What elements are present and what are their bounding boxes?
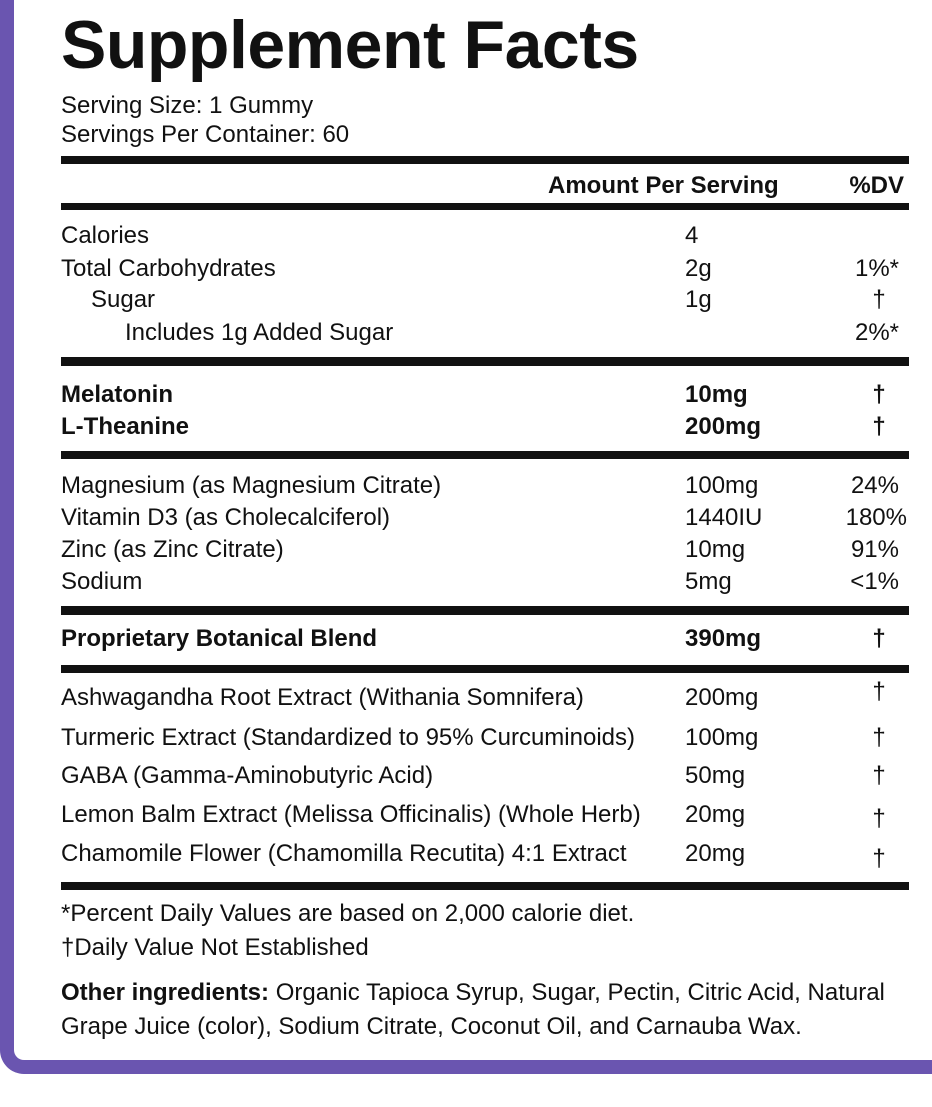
ingredient-amount: 50mg	[685, 762, 746, 789]
botanical-row	[61, 761, 909, 791]
divider-thick	[61, 882, 909, 890]
mineral-row	[61, 471, 909, 501]
blend-dv: †	[872, 625, 886, 652]
nutrient-name: Includes 1g Added Sugar	[125, 319, 394, 346]
divider-thick	[61, 665, 909, 673]
ingredient-dv: †	[872, 724, 886, 751]
ingredient-dv: †	[872, 678, 886, 705]
active-ingredient-row	[61, 380, 909, 410]
ingredient-name: Zinc (as Zinc Citrate)	[61, 536, 284, 563]
divider-thick	[61, 606, 909, 615]
ingredient-name: Ashwagandha Root Extract (Withania Somnifera)	[61, 684, 584, 711]
ingredient-dv: †	[872, 381, 886, 408]
blend-amount: 390mg	[685, 625, 762, 652]
active-ingredient-row	[61, 412, 909, 442]
ingredient-amount: 5mg	[685, 568, 732, 595]
amount-per-serving-header: Amount Per Serving	[548, 172, 779, 199]
ingredient-amount: 20mg	[685, 840, 746, 867]
nutrient-row	[61, 285, 909, 315]
nutrient-amount: 2g	[685, 255, 712, 282]
serving-size: Serving Size: 1 Gummy	[61, 92, 314, 119]
ingredient-name: Sodium	[61, 568, 143, 595]
blend-name: Proprietary Botanical Blend	[61, 625, 378, 652]
servings-per-container: Servings Per Container: 60	[61, 121, 350, 148]
blend-row	[61, 624, 909, 654]
nutrient-amount: 4	[685, 222, 699, 249]
ingredient-amount: 1440IU	[685, 504, 763, 531]
nutrient-dv: 2%*	[854, 319, 899, 346]
nutrient-name: Sugar	[91, 286, 156, 313]
ingredient-name: Turmeric Extract (Standardized to 95% Curcuminoids)	[61, 724, 635, 751]
footnote-not-established: †Daily Value Not Established	[61, 934, 369, 961]
divider-thick	[61, 451, 909, 459]
ingredient-amount: 200mg	[685, 684, 759, 711]
other-ingredients	[61, 976, 909, 1044]
ingredient-amount: 20mg	[685, 801, 746, 828]
ingredient-name: Lemon Balm Extract (Melissa Officinalis) (Whole Herb)	[61, 801, 641, 828]
nutrient-dv: 1%*	[854, 255, 899, 282]
nutrient-row	[61, 254, 909, 284]
footnote-percent-dv: *Percent Daily Values are based on 2,000 calorie diet.	[61, 900, 635, 927]
ingredient-amount: 10mg	[685, 381, 748, 408]
botanical-row	[61, 723, 909, 753]
divider-thick	[61, 357, 909, 366]
nutrient-row	[61, 221, 909, 251]
nutrient-dv: †	[872, 286, 886, 313]
nutrient-name: Calories	[61, 222, 150, 249]
ingredient-name: Melatonin	[61, 381, 173, 408]
ingredient-dv: 24%	[850, 472, 899, 499]
divider-thick	[61, 156, 909, 164]
ingredient-amount: 100mg	[685, 472, 759, 499]
ingredient-amount: 10mg	[685, 536, 746, 563]
botanical-row	[61, 839, 909, 872]
nutrient-amount: 1g	[685, 286, 712, 313]
mineral-row	[61, 567, 909, 597]
divider-thick	[61, 203, 909, 210]
botanical-row	[61, 800, 909, 830]
ingredient-name: Vitamin D3 (as Cholecalciferol)	[61, 504, 391, 531]
other-ingredients-label: Other ingredients:	[61, 979, 270, 1006]
ingredient-dv: <1%	[850, 568, 899, 595]
botanical-row	[61, 678, 909, 713]
ingredient-name: Chamomile Flower (Chamomilla Recutita) 4:1 Extract	[61, 840, 627, 867]
ingredient-dv: †	[872, 845, 886, 872]
ingredient-name: GABA (Gamma-Aminobutyric Acid)	[61, 762, 434, 789]
ingredient-name: L-Theanine	[61, 413, 190, 440]
ingredient-dv: 180%	[845, 504, 907, 531]
ingredient-amount: 100mg	[685, 724, 759, 751]
mineral-row	[61, 503, 909, 533]
other-ingredients-text: Organic Tapioca Syrup, Sugar, Pectin, Citric Acid, Natural Grape Juice (color), Sodium Citrate, Coconut Oil, and Carnauba Wax.	[61, 979, 885, 1040]
ingredient-name: Magnesium (as Magnesium Citrate)	[61, 472, 442, 499]
mineral-row	[61, 535, 909, 565]
ingredient-amount: 200mg	[685, 413, 762, 440]
nutrient-name: Total Carbohydrates	[61, 255, 276, 282]
dv-header: %DV	[849, 172, 904, 199]
ingredient-dv: 91%	[850, 536, 899, 563]
ingredient-dv: †	[872, 805, 886, 832]
ingredient-dv: †	[872, 762, 886, 789]
nutrient-row	[61, 318, 909, 348]
ingredient-dv: †	[872, 413, 886, 440]
panel-title: Supplement Facts	[61, 7, 639, 83]
